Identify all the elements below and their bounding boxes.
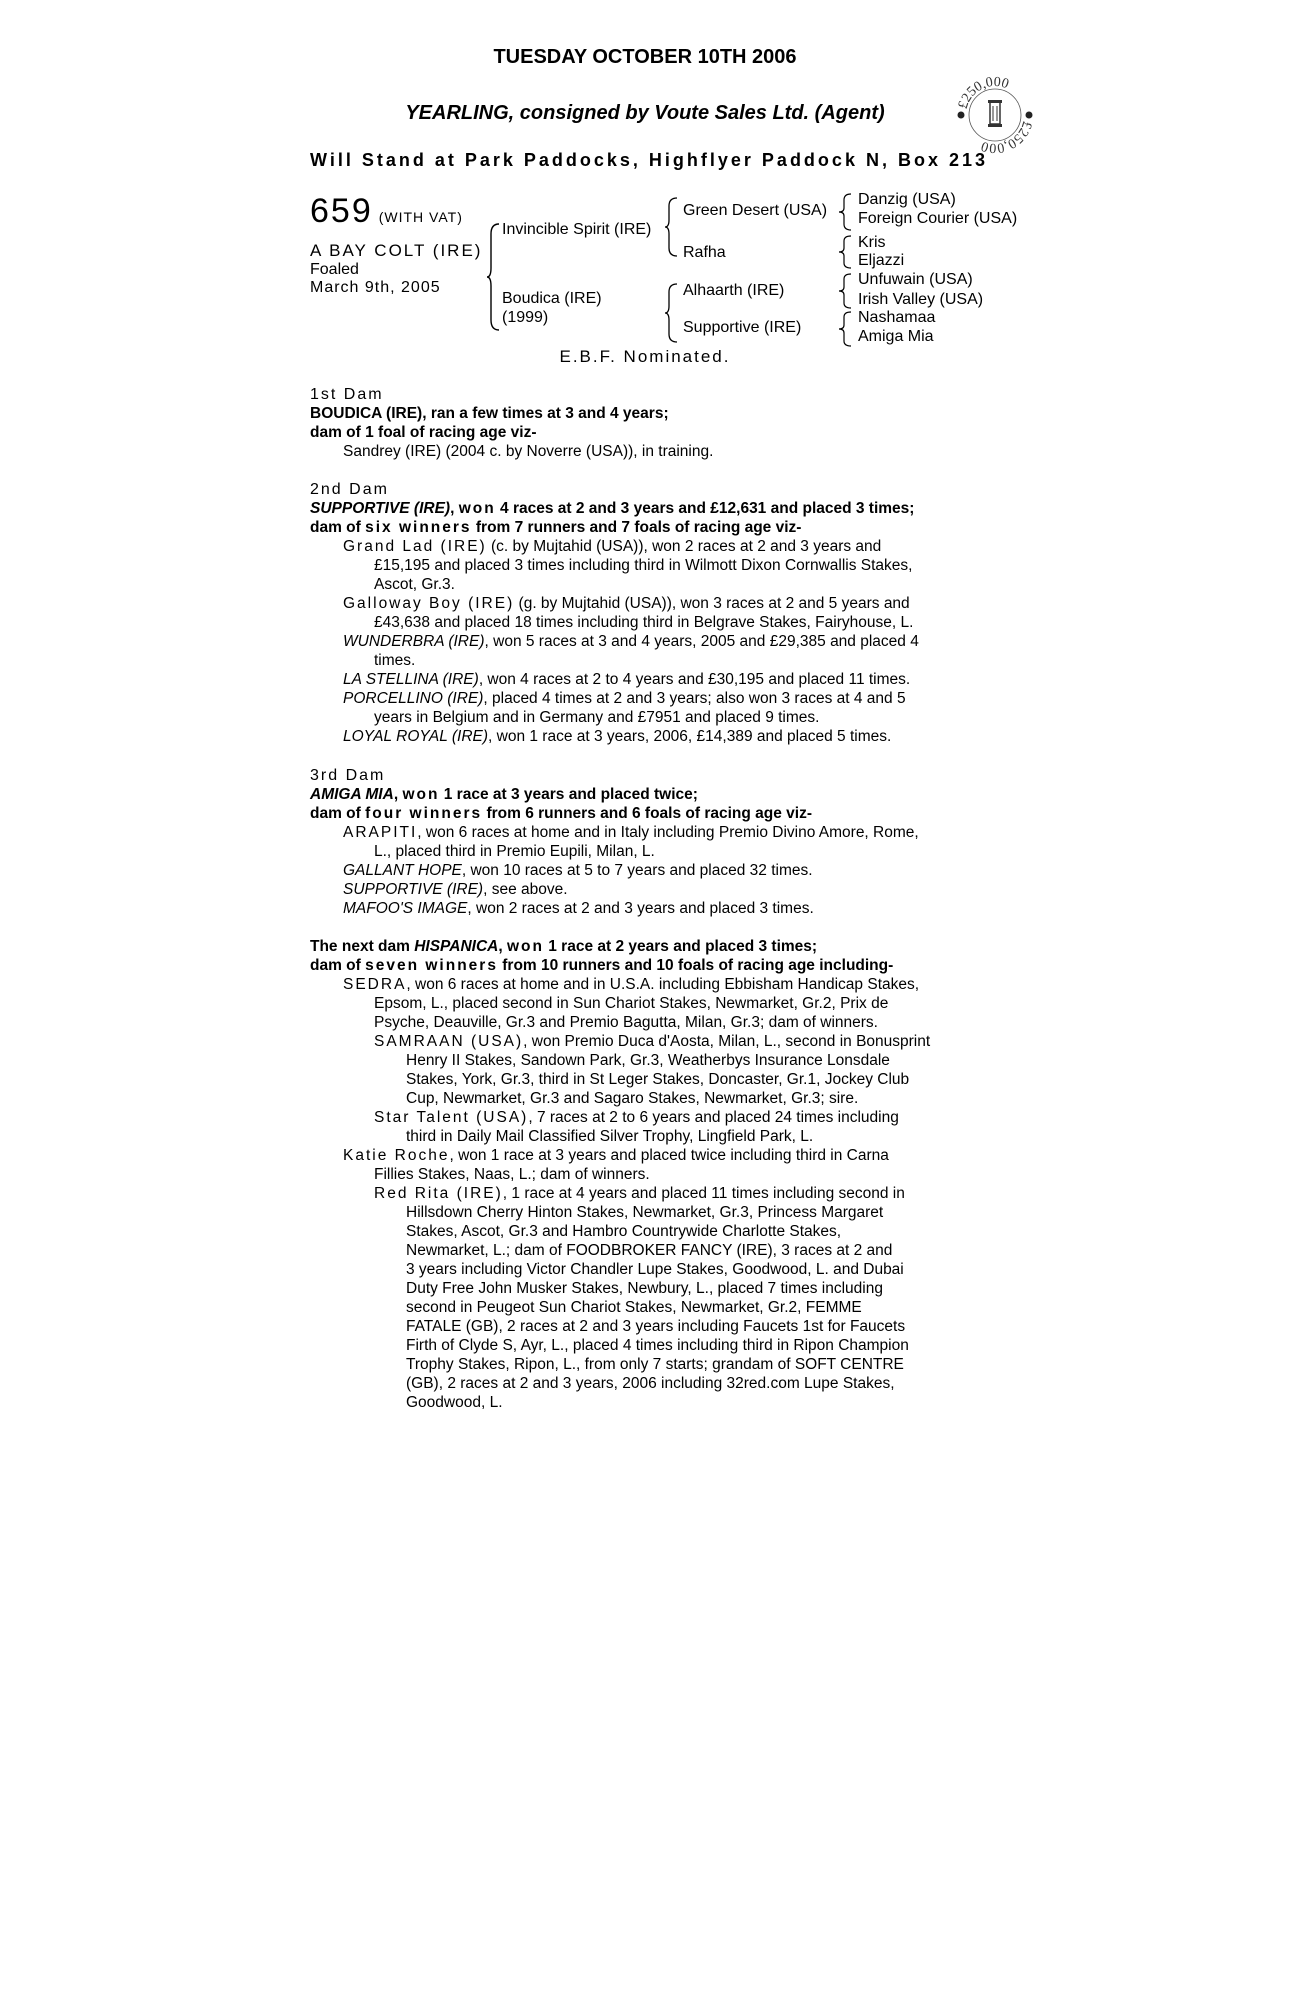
entry-text: , won 4 races at 2 to 4 years and £30,195 and placed 11 times. [478, 671, 911, 688]
second-dam-title: SUPPORTIVE (IRE), won 4 races at 2 and 3 years and £12,631 and placed 3 times; [310, 500, 915, 517]
entry-horse-name: MAFOO'S IMAGE [343, 900, 468, 917]
entry-text: , won Premio Duca d'Aosta, Milan, L., second in Bonusprint [523, 1033, 931, 1050]
second-dam-entry-5 [310, 689, 980, 708]
entry-text: Fillies Stakes, Naas, L.; dam of winners. [374, 1166, 650, 1183]
entry-horse-name: SUPPORTIVE (IRE) [343, 881, 484, 898]
entry-horse-name: PORCELLINO (IRE) [343, 690, 484, 707]
first-dam-line2: dam of 1 foal of racing age viz- [310, 424, 537, 441]
entry-horse-name: ARAPITI [343, 824, 418, 841]
third-dam-title: AMIGA MIA, won 1 race at 3 years and placed twice; [310, 786, 698, 803]
vat-note: (WITH VAT) [378, 209, 463, 225]
second-dam-heading: 2nd Dam [310, 481, 389, 498]
entry-horse-name: WUNDERBRA (IRE) [343, 633, 485, 650]
entry-text: Stakes, York, Gr.3, third in St Leger Stakes, Doncaster, Gr.1, Jockey Club [406, 1071, 910, 1088]
third-dam-entry-1 [310, 823, 980, 842]
entry-text: times. [374, 652, 416, 669]
pedigree-dam-sire: Alhaarth (IRE) [683, 282, 785, 299]
pedigree-sire: Invincible Spirit (IRE) [502, 221, 652, 238]
first-dam-heading: 1st Dam [310, 386, 384, 403]
entry-text: years in Belgium and in Germany and £7951 and placed 9 times. [374, 709, 820, 726]
pedigree-g1: Danzig (USA) [858, 191, 956, 208]
entry-horse-name: SEDRA [343, 976, 407, 993]
entry-text: , won 1 race at 3 years, 2006, £14,389 and placed 5 times. [488, 728, 892, 745]
entry-katie-roche [310, 1146, 980, 1165]
pedigree-brace-g3 [838, 272, 852, 310]
next-dam-name: HISPANICA [414, 938, 499, 955]
entry-red-rita [310, 1184, 980, 1203]
entry-text: Henry II Stakes, Sandown Park, Gr.3, Weatherbys Insurance Lonsdale [406, 1052, 890, 1069]
third-dam-section [310, 766, 980, 918]
entry-horse-name: Galloway Boy (IRE) [343, 595, 515, 612]
entry-text: Ascot, Gr.3. [374, 576, 455, 593]
pedigree-sire-dam: Rafha [683, 244, 726, 261]
third-dam-runners: from 6 runners and 6 foals of racing age viz- [482, 805, 813, 822]
third-dam-record: 1 race at 3 years and placed twice; [439, 786, 698, 803]
next-dam-record: 1 race at 2 years and placed 3 times; [543, 938, 818, 955]
entry-text: , 1 race at 4 years and placed 11 times including second in [502, 1185, 905, 1202]
foaled-date: March 9th, 2005 [310, 279, 441, 296]
pedigree-g2: Foreign Courier (USA) [858, 210, 1018, 227]
entry-text: third in Daily Mail Classified Silver Trophy, Lingfield Park, L. [406, 1128, 814, 1145]
entry-text: 3 years including Victor Chandler Lupe Stakes, Goodwood, L. and Dubai [406, 1261, 904, 1278]
entry-text: (GB), 2 races at 2 and 3 years, 2006 including 32red.com Lupe Stakes, [406, 1375, 895, 1392]
pedigree-dam-dam: Supportive (IRE) [683, 319, 802, 336]
entry-text: second in Peugeot Sun Chariot Stakes, Newmarket, Gr.2, FEMME [406, 1299, 862, 1316]
second-dam-runners: from 7 runners and 7 foals of racing age viz- [471, 519, 802, 536]
entry-text: Psyche, Deauville, Gr.3 and Premio Bagutta, Milan, Gr.3; dam of winners. [374, 1014, 878, 1031]
first-dam-line1: BOUDICA (IRE), ran a few times at 3 and 4 years; [310, 405, 669, 422]
lot-description: A BAY COLT (IRE) [310, 241, 483, 260]
entry-text: , 7 races at 2 to 6 years and placed 24 times including [528, 1109, 899, 1126]
pedigree-dam-year: (1999) [502, 309, 549, 326]
third-dam-entry-4 [310, 899, 980, 918]
third-dam-winners: four winners [365, 805, 483, 822]
entry-text: , won 10 races at 5 to 7 years and placed 32 times. [461, 862, 813, 879]
entry-text: Stakes, Ascot, Gr.3 and Hambro Countrywide Charlotte Stakes, [406, 1223, 842, 1240]
entry-horse-name: LA STELLINA (IRE) [343, 671, 479, 688]
ebf-nominated: E.B.F. Nominated. [559, 347, 731, 366]
pedigree-g5: Unfuwain (USA) [858, 271, 973, 288]
pedigree-brace-sire [664, 196, 678, 258]
second-dam-produce [310, 518, 980, 537]
entry-horse-name: Katie Roche [343, 1147, 450, 1164]
entry-samraan [310, 1032, 980, 1051]
second-dam-record: 4 races at 2 and 3 years and £12,631 and placed 3 times; [495, 500, 915, 517]
consignment-line: YEARLING, consigned by Voute Sales Ltd. (Agent) [405, 102, 885, 124]
next-dam-dam-of: dam of [310, 957, 366, 974]
second-dam-section [310, 480, 980, 746]
entry-text: Epsom, L., placed second in Sun Chariot Stakes, Newmarket, Gr.2, Prix de [374, 995, 889, 1012]
price-seal-stamp [950, 70, 1040, 160]
pedigree-g7: Nashamaa [858, 309, 936, 326]
second-dam-entry-2 [310, 594, 980, 613]
entry-horse-name: GALLANT HOPE [343, 862, 462, 879]
entry-text: (c. by Mujtahid (USA)), won 2 races at 2 and 3 years and [486, 538, 882, 555]
entry-text: , placed 4 times at 2 and 3 years; also won 3 races at 4 and 5 [483, 690, 906, 707]
entry-text: £15,195 and placed 3 times including third in Wilmott Dixon Cornwallis Stakes, [374, 557, 913, 574]
pedigree-brace-g2 [838, 234, 852, 270]
second-dam-dam-of: dam of [310, 519, 366, 536]
second-dam-winners: six winners [365, 519, 472, 536]
next-dam-produce [310, 956, 980, 975]
third-dam-heading: 3rd Dam [310, 767, 386, 784]
next-dam-section [310, 937, 980, 1412]
entry-text: L., placed third in Premio Eupili, Milan, L. [374, 843, 655, 860]
pedigree-brace-g4 [838, 310, 852, 348]
third-dam-entry-2 [310, 861, 980, 880]
pedigree-sire-sire: Green Desert (USA) [683, 202, 828, 219]
entry-text: Newmarket, L.; dam of FOODBROKER FANCY (IRE), 3 races at 2 and [406, 1242, 893, 1259]
third-dam-dam-of: dam of [310, 805, 366, 822]
pedigree-brace-g1 [838, 192, 852, 232]
entry-horse-name: LOYAL ROYAL (IRE) [343, 728, 489, 745]
entry-text: Trophy Stakes, Ripon, L., from only 7 starts; grandam of SOFT CENTRE [406, 1356, 904, 1373]
entry-text: Duty Free John Musker Stakes, Newbury, L., placed 7 times including [406, 1280, 883, 1297]
entry-sedra [310, 975, 980, 994]
entry-text: Firth of Clyde S, Ayr, L., placed 4 times including third in Ripon Champion [406, 1337, 909, 1354]
svg-text:£250,000: £250,000 [955, 74, 1011, 111]
second-dam-entry-3 [310, 632, 980, 651]
entry-text: Goodwood, L. [406, 1394, 503, 1411]
entry-text: Cup, Newmarket, Gr.3 and Sagaro Stakes, Newmarket, Gr.3; sire. [406, 1090, 859, 1107]
entry-text: , won 1 race at 3 years and placed twice including third in Carna [449, 1147, 889, 1164]
entry-text: , won 5 races at 3 and 4 years, 2005 and £29,385 and placed 4 [484, 633, 919, 650]
next-dam-intro: The next dam [310, 938, 415, 955]
entry-horse-name: Star Talent (USA) [374, 1109, 529, 1126]
entry-text: Hillsdown Cherry Hinton Stakes, Newmarket, Gr.3, Princess Margaret [406, 1204, 884, 1221]
third-dam-produce [310, 804, 980, 823]
entry-text: , see above. [483, 881, 568, 898]
second-dam-entry-6 [310, 727, 980, 746]
next-dam-title: The next dam HISPANICA, won 1 race at 2 years and placed 3 times; [310, 938, 818, 955]
entry-horse-name: Red Rita (IRE) [374, 1185, 503, 1202]
lot-number: 659 [310, 192, 373, 230]
third-dam-won: won [402, 786, 440, 803]
second-dam-won: won [458, 500, 496, 517]
entry-star-talent [310, 1108, 980, 1127]
entry-horse-name: Grand Lad (IRE) [343, 538, 487, 555]
next-dam-winners: seven winners [365, 957, 498, 974]
pedigree-dam: Boudica (IRE) [502, 290, 602, 307]
next-dam-runners: from 10 runners and 10 foals of racing age including- [497, 957, 894, 974]
pedigree-g3: Kris [858, 234, 886, 251]
foaled-label: Foaled [310, 261, 359, 278]
sale-date: TUESDAY OCTOBER 10TH 2006 [493, 46, 797, 68]
pedigree-brace-main [486, 222, 500, 332]
pedigree-brace-dam [664, 282, 678, 344]
second-dam-name: SUPPORTIVE (IRE) [310, 500, 451, 517]
first-dam-entry: Sandrey (IRE) (2004 c. by Noverre (USA)), in training. [343, 443, 714, 460]
entry-text: (g. by Mujtahid (USA)), won 3 races at 2 and 5 years and [514, 595, 910, 612]
stand-location: Will Stand at Park Paddocks, Highflyer Paddock N, Box 213 [310, 150, 988, 170]
next-dam-won: won [506, 938, 544, 955]
pedigree-g6: Irish Valley (USA) [858, 291, 984, 308]
pedigree-g4: Eljazzi [858, 252, 905, 269]
lot-number-block [310, 192, 463, 231]
entry-horse-name: SAMRAAN (USA) [374, 1033, 524, 1050]
third-dam-name: AMIGA MIA [310, 786, 394, 803]
third-dam-entry-3 [310, 880, 980, 899]
svg-text:£250,000: £250,000 [979, 119, 1035, 156]
second-dam-entry-1 [310, 537, 980, 556]
entry-text: , won 6 races at home and in Italy including Premio Divino Amore, Rome, [417, 824, 919, 841]
pedigree-g8: Amiga Mia [858, 328, 934, 345]
first-dam-section [310, 385, 980, 461]
entry-text: £43,638 and placed 18 times including third in Belgrave Stakes, Fairyhouse, L. [374, 614, 914, 631]
entry-text: FATALE (GB), 2 races at 2 and 3 years including Faucets 1st for Faucets [406, 1318, 906, 1335]
entry-text: , won 2 races at 2 and 3 years and placed 3 times. [467, 900, 814, 917]
second-dam-entry-4 [310, 670, 980, 689]
entry-text: , won 6 races at home and in U.S.A. including Ebbisham Handicap Stakes, [406, 976, 920, 993]
